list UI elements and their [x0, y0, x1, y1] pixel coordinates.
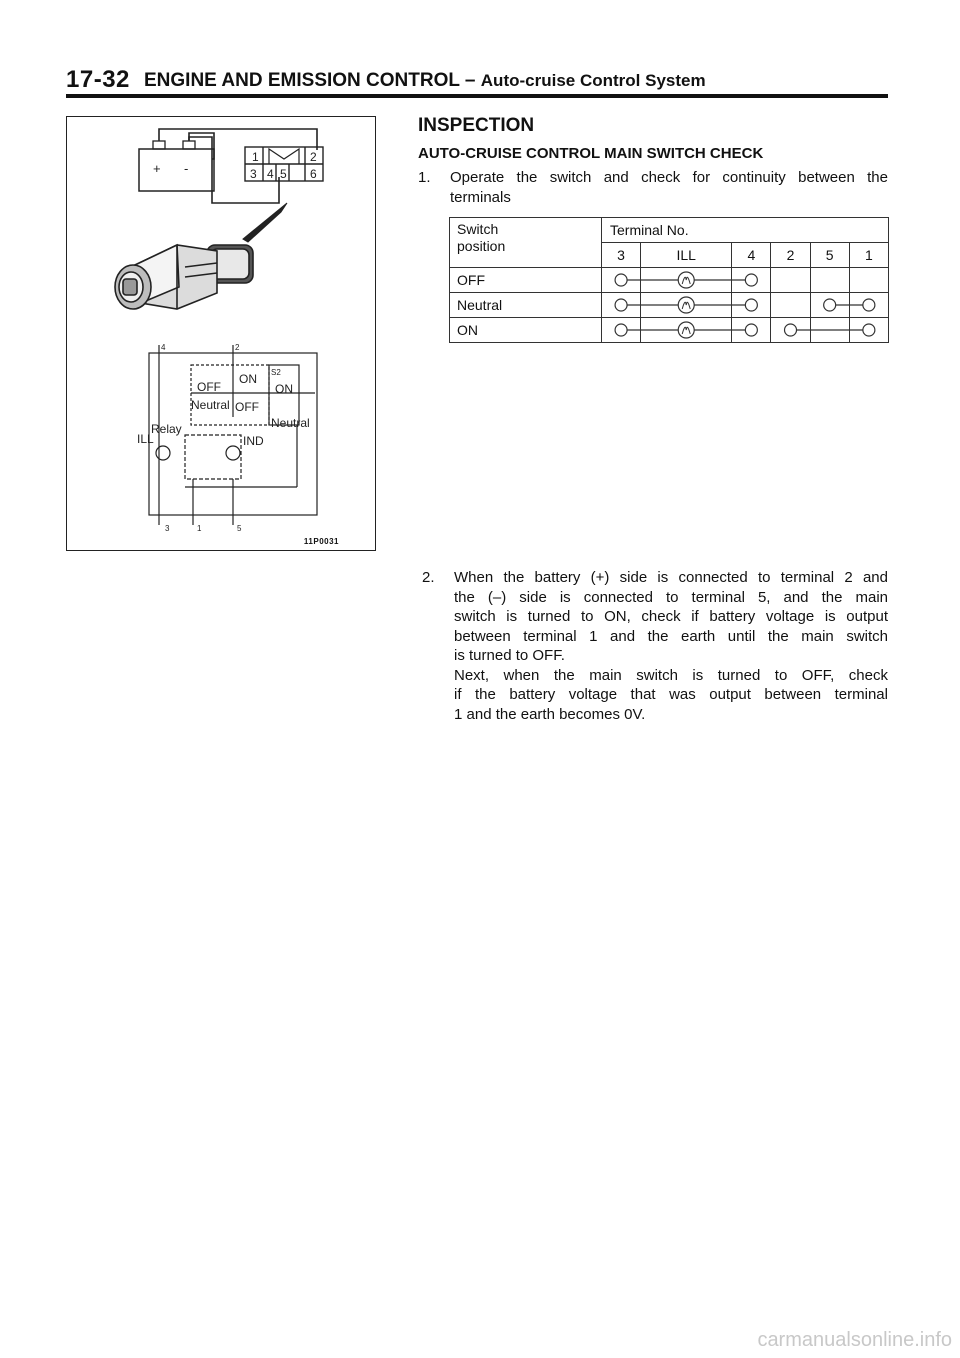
- position-neutral: Neutral: [450, 293, 602, 318]
- inspection-section: [418, 114, 888, 208]
- battery-minus: -: [184, 161, 189, 176]
- switch-figure: [66, 116, 376, 551]
- title-separator: –: [464, 70, 476, 91]
- label-term-4: 4: [161, 343, 166, 352]
- section-title: [144, 70, 706, 92]
- header-rule: [66, 94, 888, 98]
- header-position: position: [457, 238, 506, 254]
- step-1-number: 1.: [418, 169, 431, 186]
- switch-illustration: [67, 117, 377, 552]
- cell: [641, 268, 732, 293]
- terminal-1: 1: [849, 243, 888, 268]
- pin-1: 1: [252, 150, 259, 164]
- cell: [602, 293, 641, 318]
- pin-4: 4: [267, 167, 274, 181]
- pin-2: 2: [310, 150, 317, 164]
- check-heading: AUTO-CRUISE CONTROL MAIN SWITCH CHECK: [418, 145, 764, 162]
- cell: [810, 293, 849, 318]
- step-2-line-3: switch is turned to ON, check if battery voltage is output: [454, 608, 888, 625]
- label-on-s2: ON: [275, 382, 293, 396]
- step-2-body: [454, 568, 888, 724]
- terminal-ill: ILL: [641, 243, 732, 268]
- figure-code: 11P0031: [303, 537, 339, 546]
- terminal-4: 4: [732, 243, 771, 268]
- pointer-arrow: [243, 203, 287, 242]
- cell: [732, 318, 771, 343]
- label-s2: S2: [271, 368, 281, 377]
- cell: [641, 293, 732, 318]
- subsection-name: Auto-cruise Control System: [480, 71, 706, 90]
- step-2: [418, 568, 888, 724]
- section-name: ENGINE AND EMISSION CONTROL: [144, 70, 460, 91]
- site-watermark: carmanualsonline.info: [757, 1329, 952, 1351]
- step-2-line-7: if the battery voltage that was output between terminal: [454, 686, 888, 703]
- connector-face: [245, 147, 323, 181]
- step-1-line-1: Operate the switch and check for continuity between the: [450, 169, 888, 186]
- battery-plus: +: [153, 161, 161, 176]
- cell: [602, 268, 641, 293]
- label-term-3: 3: [165, 524, 170, 533]
- battery-symbol: [139, 141, 214, 191]
- step-1: [418, 168, 888, 208]
- step-2-line-1: When the battery (+) side is connected to terminal 2 and: [454, 569, 888, 586]
- schematic-labels: [137, 343, 310, 533]
- step-2-line-2: the (–) side is connected to terminal 5, and the main: [454, 588, 888, 606]
- cell: [771, 268, 810, 293]
- pin-5: 5: [280, 167, 287, 181]
- cell: [810, 318, 849, 343]
- terminal-2: 2: [771, 243, 810, 268]
- step-2-line-5: is turned to OFF.: [454, 647, 565, 664]
- header-switch: Switch: [457, 221, 499, 237]
- table-row-neutral: [450, 293, 889, 318]
- step-1-line-2: terminals: [450, 189, 511, 206]
- cell: [849, 293, 888, 318]
- step-2-line-4: between terminal 1 and the earth until the main switch: [454, 627, 888, 645]
- header-terminal-no: Terminal No.: [602, 218, 889, 243]
- label-off: OFF: [197, 380, 221, 394]
- page-number: 17-32: [66, 66, 130, 93]
- step-2-number: 2.: [422, 569, 435, 586]
- label-term-1: 1: [197, 524, 202, 533]
- step-2-line-6: Next, when the main switch is turned to OFF, check: [454, 666, 888, 684]
- cell: [641, 318, 732, 343]
- continuity-table: [449, 217, 889, 343]
- page-header: [66, 64, 888, 98]
- label-ind: IND: [243, 434, 264, 448]
- pin-6: 6: [310, 167, 317, 181]
- test-wires: [159, 129, 317, 203]
- label-off-s2: OFF: [235, 400, 259, 414]
- cell: [849, 318, 888, 343]
- terminal-3: 3: [602, 243, 641, 268]
- table-row-on: [450, 318, 889, 343]
- header-switch-position: [450, 218, 602, 268]
- table-header-row: [450, 218, 889, 243]
- cell: [602, 318, 641, 343]
- cell: [810, 268, 849, 293]
- pin-3: 3: [250, 167, 257, 181]
- label-term-2: 2: [235, 343, 240, 352]
- cell: [732, 268, 771, 293]
- cell: [849, 268, 888, 293]
- label-term-5: 5: [237, 524, 242, 533]
- label-relay: Relay: [151, 422, 182, 436]
- terminal-5: 5: [810, 243, 849, 268]
- section-heading: INSPECTION: [418, 115, 535, 136]
- position-on: ON: [450, 318, 602, 343]
- label-on-s1: ON: [239, 372, 257, 386]
- cell: [732, 293, 771, 318]
- switch-body: [115, 245, 253, 309]
- label-neutral-s2: Neutral: [271, 416, 310, 430]
- cell: [771, 318, 810, 343]
- label-ill: ILL: [137, 432, 154, 446]
- label-neutral-s1: Neutral: [191, 398, 230, 412]
- position-off: OFF: [450, 268, 602, 293]
- cell: [771, 293, 810, 318]
- table-row-off: [450, 268, 889, 293]
- step-2-line-8: 1 and the earth becomes 0V.: [454, 705, 646, 723]
